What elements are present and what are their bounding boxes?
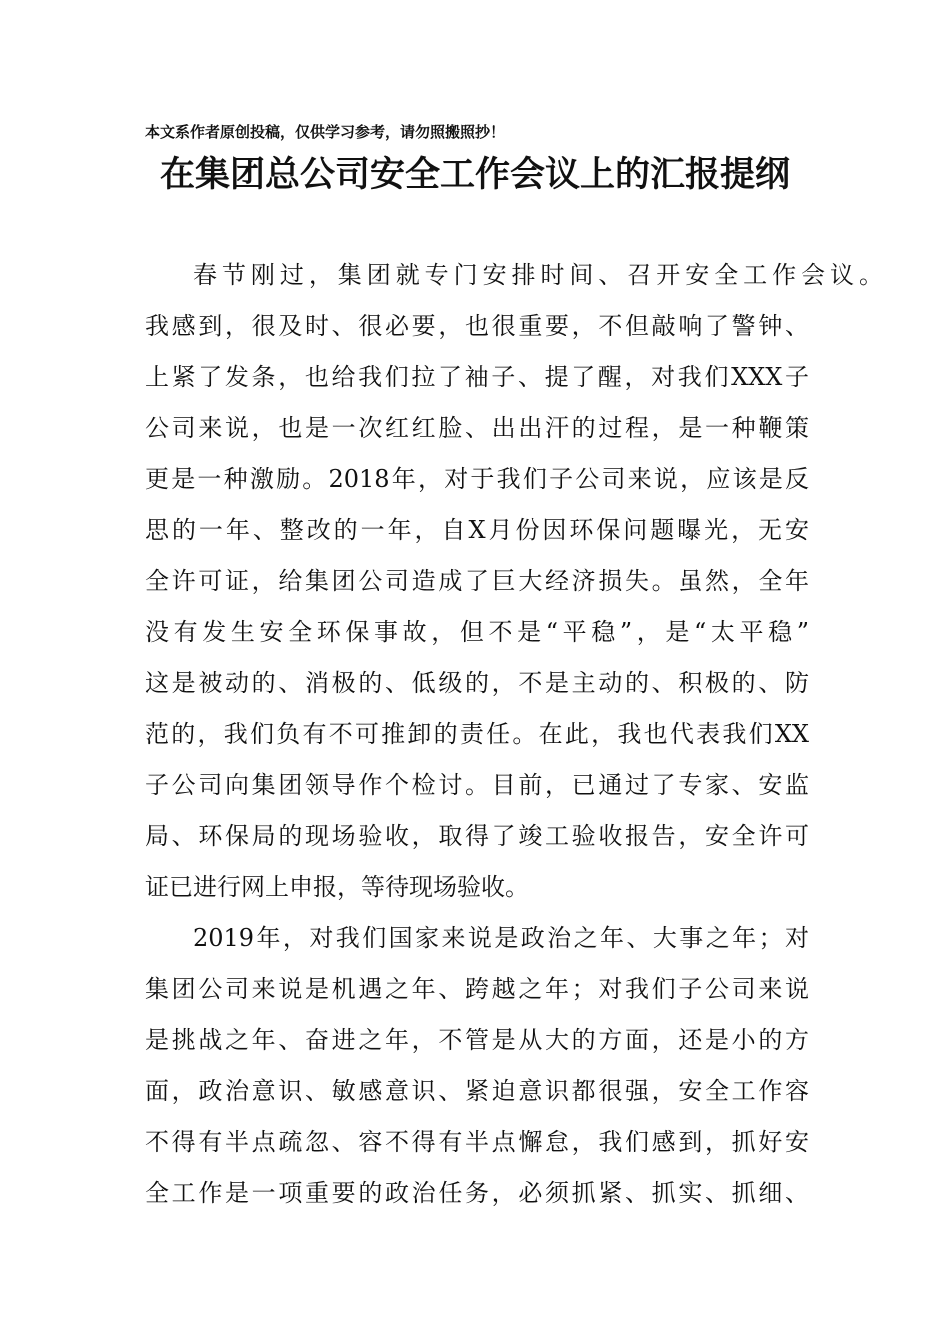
paragraph-1-line: 更是一种激励。2018年，对于我们子公司来说，应该是反 <box>145 465 809 493</box>
paragraph-2-line: 不得有半点疏忽、容不得有半点懈怠，我们感到，抓好安 <box>145 1128 809 1156</box>
paragraph-1-line: 上紧了发条，也给我们拉了袖子、提了醒，对我们XXX子 <box>145 363 809 391</box>
copyright-notice: 本文系作者原创投稿，仅供学习参考，请勿照搬照抄！ <box>145 123 506 141</box>
paragraph-1-line: 这是被动的、消极的、低级的，不是主动的、积极的、防 <box>145 669 809 697</box>
paragraph-1-line: 范的，我们负有不可推卸的责任。在此，我也代表我们XX <box>145 720 809 748</box>
paragraph-1-line: 思的一年、整改的一年，自X月份因环保问题曝光，无安 <box>145 516 809 544</box>
paragraph-1-line: 春节刚过，集团就专门安排时间、召开安全工作会议。 <box>193 261 883 289</box>
paragraph-1-line: 公司来说，也是一次红红脸、出出汗的过程，是一种鞭策 <box>145 414 809 442</box>
paragraph-1-line: 我感到，很及时、很必要，也很重要，不但敲响了警钟、 <box>145 312 809 340</box>
paragraph-2-line: 面，政治意识、敏感意识、紧迫意识都很强，安全工作容 <box>145 1077 809 1105</box>
paragraph-2-line: 全工作是一项重要的政治任务，必须抓紧、抓实、抓细、 <box>145 1179 809 1207</box>
paragraph-2-line: 2019年，对我们国家来说是政治之年、大事之年；对 <box>193 924 809 952</box>
paragraph-1-line: 全许可证，给集团公司造成了巨大经济损失。虽然，全年 <box>145 567 809 595</box>
paragraph-2-line: 集团公司来说是机遇之年、跨越之年；对我们子公司来说 <box>145 975 809 1003</box>
paragraph-1-line: 子公司向集团领导作个检讨。目前，已通过了专家、安监 <box>145 771 809 799</box>
paragraph-1-line: 没有发生安全环保事故，但不是“平稳”，是“太平稳” <box>145 618 809 646</box>
document-title: 在集团总公司安全工作会议上的汇报提纲 <box>159 154 790 195</box>
paragraph-1-line: 证已进行网上申报，等待现场验收。 <box>145 873 529 901</box>
paragraph-1-line: 局、环保局的现场验收，取得了竣工验收报告，安全许可 <box>145 822 809 850</box>
paragraph-2-line: 是挑战之年、奋进之年，不管是从大的方面，还是小的方 <box>145 1026 809 1054</box>
